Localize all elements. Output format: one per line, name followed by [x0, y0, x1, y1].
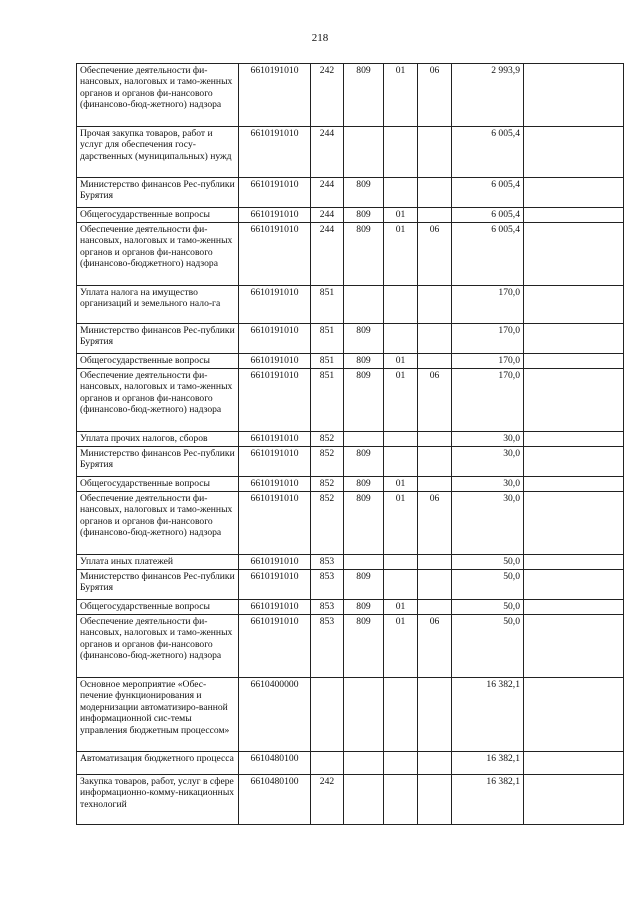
row-name: Прочая закупка товаров, работ и услуг для обеспечения госу-дарственных (муниципальных) нужд	[77, 127, 239, 178]
row-subsection: 06	[418, 223, 452, 286]
row-name: Общегосударственные вопросы	[77, 208, 239, 223]
row-section	[384, 324, 418, 354]
table-row	[77, 223, 624, 286]
row-empty-cell	[524, 223, 624, 286]
row-sum: 50,0	[452, 570, 524, 600]
row-target-code: 6610191010	[239, 477, 311, 492]
row-name: Обеспечение деятельности фи-нансовых, налоговых и тамо-женных органов и органов фи-нансового (финансово-бюд-жетного) надзора	[77, 492, 239, 555]
row-section	[384, 775, 418, 825]
row-section	[384, 447, 418, 477]
row-empty-cell	[524, 432, 624, 447]
row-target-code: 6610191010	[239, 600, 311, 615]
row-name: Министерство финансов Рес-публики Бурятия	[77, 447, 239, 477]
row-sum: 16 382,1	[452, 775, 524, 825]
row-expense-type: 853	[311, 570, 344, 600]
table-row	[77, 369, 624, 432]
row-name: Обеспечение деятельности фи-нансовых, налоговых и тамо-женных органов и органов фи-нансового (финансово-бюд-жетного) надзора	[77, 369, 239, 432]
row-empty-cell	[524, 64, 624, 127]
row-expense-type: 851	[311, 354, 344, 369]
row-target-code: 6610191010	[239, 570, 311, 600]
row-grbs: 809	[344, 64, 384, 127]
row-name: Обеспечение деятельности фи-нансовых, налоговых и тамо-женных органов и органов фи-нансового (финансово-бюджетного) надзора	[77, 223, 239, 286]
row-empty-cell	[524, 477, 624, 492]
row-section	[384, 555, 418, 570]
row-target-code: 6610191010	[239, 615, 311, 678]
row-name: Министерство финансов Рес-публики Бурятия	[77, 324, 239, 354]
row-grbs: 809	[344, 477, 384, 492]
row-target-code: 6610191010	[239, 286, 311, 324]
row-section: 01	[384, 64, 418, 127]
row-target-code: 6610191010	[239, 492, 311, 555]
row-name: Обеспечение деятельности фи-нансовых, налоговых и тамо-женных органов и органов фи-нансового (финансово-бюд-жетного) надзора	[77, 64, 239, 127]
row-target-code: 6610191010	[239, 324, 311, 354]
row-name: Министерство финансов Рес-публики Бурятия	[77, 570, 239, 600]
row-sum: 16 382,1	[452, 752, 524, 775]
table-row	[77, 477, 624, 492]
row-grbs	[344, 775, 384, 825]
row-target-code: 6610191010	[239, 447, 311, 477]
row-sum: 2 993,9	[452, 64, 524, 127]
row-subsection	[418, 600, 452, 615]
row-section	[384, 432, 418, 447]
table-row	[77, 64, 624, 127]
row-subsection: 06	[418, 615, 452, 678]
row-section: 01	[384, 354, 418, 369]
row-section	[384, 127, 418, 178]
row-grbs: 809	[344, 600, 384, 615]
row-section: 01	[384, 600, 418, 615]
row-subsection	[418, 775, 452, 825]
row-expense-type: 852	[311, 492, 344, 555]
row-subsection	[418, 208, 452, 223]
row-sum: 6 005,4	[452, 208, 524, 223]
row-empty-cell	[524, 208, 624, 223]
row-grbs: 809	[344, 178, 384, 208]
row-sum: 170,0	[452, 369, 524, 432]
row-sum: 30,0	[452, 477, 524, 492]
row-grbs: 809	[344, 208, 384, 223]
table-row	[77, 432, 624, 447]
row-expense-type: 244	[311, 178, 344, 208]
row-sum: 170,0	[452, 354, 524, 369]
row-grbs: 809	[344, 570, 384, 600]
row-name: Министерство финансов Рес-публики Бурятия	[77, 178, 239, 208]
table-row	[77, 752, 624, 775]
row-section: 01	[384, 369, 418, 432]
row-sum: 50,0	[452, 555, 524, 570]
row-empty-cell	[524, 178, 624, 208]
row-target-code: 6610191010	[239, 127, 311, 178]
table-row	[77, 354, 624, 369]
table-row	[77, 775, 624, 825]
row-section: 01	[384, 223, 418, 286]
row-expense-type: 851	[311, 324, 344, 354]
row-section: 01	[384, 208, 418, 223]
table-row	[77, 324, 624, 354]
row-subsection	[418, 432, 452, 447]
row-sum: 6 005,4	[452, 223, 524, 286]
row-expense-type: 242	[311, 775, 344, 825]
row-subsection	[418, 286, 452, 324]
row-sum: 170,0	[452, 286, 524, 324]
row-grbs	[344, 286, 384, 324]
row-expense-type: 244	[311, 208, 344, 223]
row-sum: 16 382,1	[452, 678, 524, 752]
row-expense-type: 853	[311, 615, 344, 678]
row-expense-type	[311, 678, 344, 752]
row-section	[384, 178, 418, 208]
row-sum: 50,0	[452, 615, 524, 678]
row-name: Общегосударственные вопросы	[77, 600, 239, 615]
row-name: Автоматизация бюджетного процесса	[77, 752, 239, 775]
row-empty-cell	[524, 127, 624, 178]
table-row	[77, 600, 624, 615]
row-sum: 50,0	[452, 600, 524, 615]
row-expense-type: 851	[311, 286, 344, 324]
row-empty-cell	[524, 324, 624, 354]
row-target-code: 6610480100	[239, 752, 311, 775]
page-number: 218	[311, 32, 329, 44]
row-name: Уплата налога на имущество организаций и земельного нало-га	[77, 286, 239, 324]
row-name: Общегосударственные вопросы	[77, 354, 239, 369]
row-subsection: 06	[418, 369, 452, 432]
row-empty-cell	[524, 354, 624, 369]
table-row	[77, 555, 624, 570]
row-grbs: 809	[344, 223, 384, 286]
table-row	[77, 678, 624, 752]
row-sum: 6 005,4	[452, 127, 524, 178]
row-subsection	[418, 178, 452, 208]
row-subsection	[418, 678, 452, 752]
row-target-code: 6610191010	[239, 369, 311, 432]
row-expense-type: 853	[311, 600, 344, 615]
row-subsection	[418, 447, 452, 477]
row-subsection	[418, 555, 452, 570]
budget-table	[76, 63, 624, 825]
row-expense-type: 852	[311, 447, 344, 477]
row-name: Обеспечение деятельности фи-нансовых, налоговых и тамо-женных органов и органов фи-нансового (финансово-бюд-жетного) надзора	[77, 615, 239, 678]
row-sum: 30,0	[452, 432, 524, 447]
row-expense-type: 852	[311, 432, 344, 447]
row-target-code: 6610480100	[239, 775, 311, 825]
row-sum: 6 005,4	[452, 178, 524, 208]
row-grbs: 809	[344, 324, 384, 354]
row-grbs	[344, 127, 384, 178]
row-expense-type: 244	[311, 223, 344, 286]
row-grbs	[344, 432, 384, 447]
row-section: 01	[384, 477, 418, 492]
row-target-code: 6610191010	[239, 432, 311, 447]
row-target-code: 6610191010	[239, 178, 311, 208]
row-empty-cell	[524, 775, 624, 825]
row-name: Общегосударственные вопросы	[77, 477, 239, 492]
row-empty-cell	[524, 570, 624, 600]
row-subsection	[418, 127, 452, 178]
row-name: Закупка товаров, работ, услуг в сфере информационно-комму-никационных технологий	[77, 775, 239, 825]
row-name: Уплата прочих налогов, сборов	[77, 432, 239, 447]
row-grbs: 809	[344, 447, 384, 477]
row-subsection	[418, 477, 452, 492]
row-empty-cell	[524, 555, 624, 570]
row-section	[384, 678, 418, 752]
row-subsection: 06	[418, 492, 452, 555]
row-target-code: 6610191010	[239, 208, 311, 223]
table-row	[77, 286, 624, 324]
row-empty-cell	[524, 615, 624, 678]
row-grbs: 809	[344, 492, 384, 555]
table-row	[77, 447, 624, 477]
row-section	[384, 570, 418, 600]
row-empty-cell	[524, 447, 624, 477]
row-section	[384, 752, 418, 775]
table-row	[77, 570, 624, 600]
row-subsection	[418, 324, 452, 354]
row-expense-type: 242	[311, 64, 344, 127]
row-target-code: 6610191010	[239, 354, 311, 369]
row-target-code: 6610191010	[239, 555, 311, 570]
row-empty-cell	[524, 600, 624, 615]
row-target-code: 6610191010	[239, 223, 311, 286]
row-expense-type: 851	[311, 369, 344, 432]
row-grbs	[344, 752, 384, 775]
row-empty-cell	[524, 678, 624, 752]
row-grbs: 809	[344, 615, 384, 678]
row-sum: 170,0	[452, 324, 524, 354]
row-subsection	[418, 354, 452, 369]
row-grbs	[344, 555, 384, 570]
table-row	[77, 178, 624, 208]
row-subsection: 06	[418, 64, 452, 127]
row-expense-type: 244	[311, 127, 344, 178]
row-grbs: 809	[344, 354, 384, 369]
table-row	[77, 127, 624, 178]
row-empty-cell	[524, 492, 624, 555]
row-expense-type: 852	[311, 477, 344, 492]
row-expense-type	[311, 752, 344, 775]
row-target-code: 6610191010	[239, 64, 311, 127]
row-section: 01	[384, 492, 418, 555]
row-empty-cell	[524, 369, 624, 432]
table-row	[77, 492, 624, 555]
row-empty-cell	[524, 752, 624, 775]
row-section: 01	[384, 615, 418, 678]
row-empty-cell	[524, 286, 624, 324]
row-subsection	[418, 570, 452, 600]
row-name: Основное мероприятие «Обес-печение функционирования и модернизации автоматизиро-ванной информационной сис-темы управления бюджетным процессом»	[77, 678, 239, 752]
row-grbs: 809	[344, 369, 384, 432]
row-subsection	[418, 752, 452, 775]
row-sum: 30,0	[452, 447, 524, 477]
table-row	[77, 615, 624, 678]
row-section	[384, 286, 418, 324]
table-row	[77, 208, 624, 223]
row-sum: 30,0	[452, 492, 524, 555]
row-grbs	[344, 678, 384, 752]
row-name: Уплата иных платежей	[77, 555, 239, 570]
row-target-code: 6610400000	[239, 678, 311, 752]
row-expense-type: 853	[311, 555, 344, 570]
